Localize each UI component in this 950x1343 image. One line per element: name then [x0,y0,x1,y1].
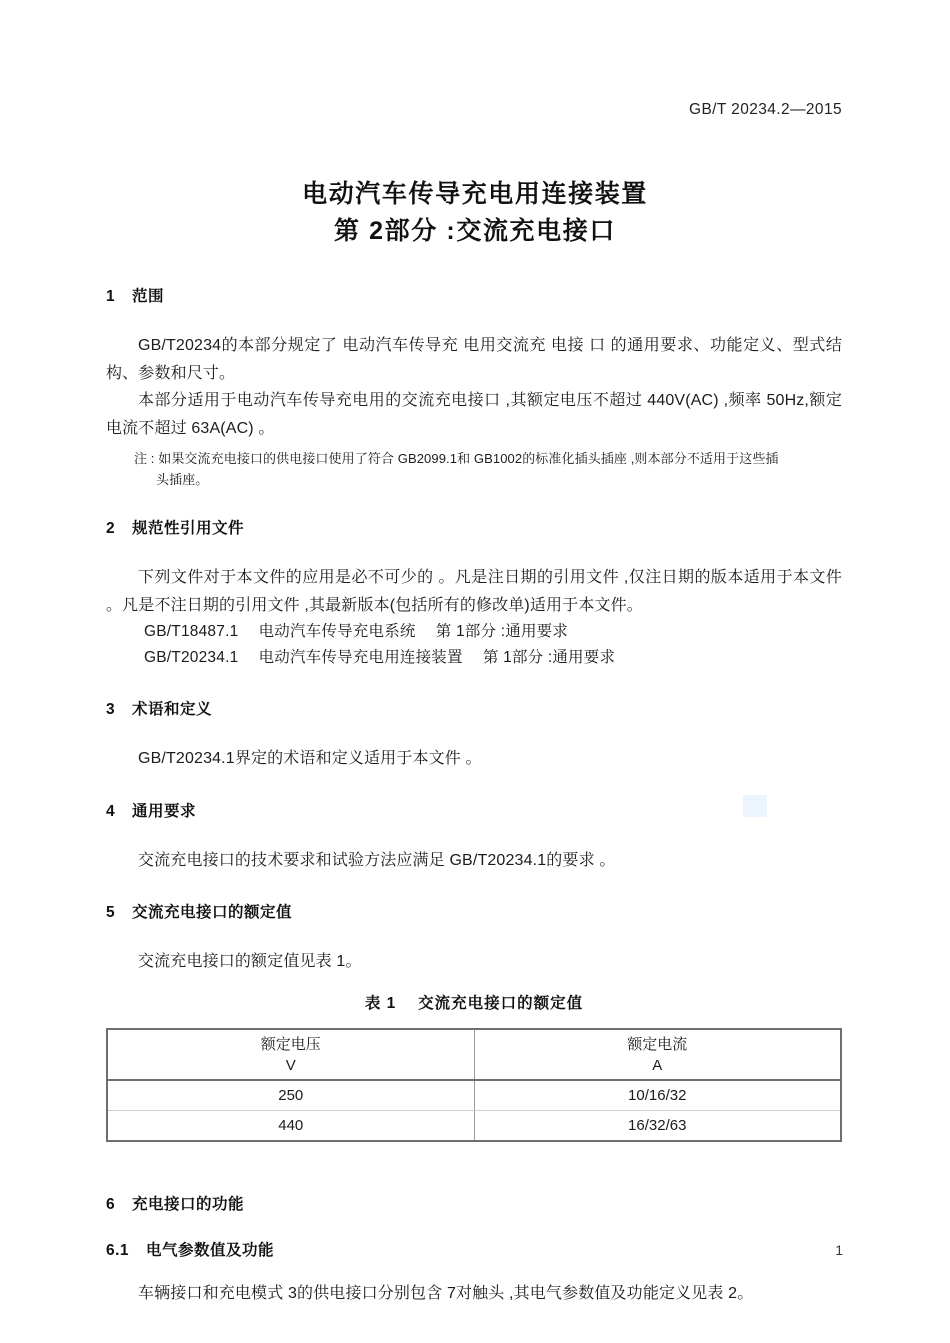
table-cell-current: 10/16/32 [474,1080,841,1111]
document-body [106,286,842,1307]
clause-label-3: 术语和定义 [132,701,213,718]
clause-number-3: 3 [106,701,116,718]
spacer [106,490,842,518]
spacer [106,1216,842,1240]
table-1-caption: 表 1 交流充电接口的额定值 [364,994,584,1012]
spacer [106,1262,842,1280]
paragraph-scope-1: GB/T20234的本部分规定了 电动汽车传导充 电用交流充 电接 口 的通用要求、功能定义、型式结构、参数和尺寸。 [106,337,842,382]
clause-heading-6-1 [106,1240,842,1262]
clause-number-2: 2 [106,520,116,537]
paragraph-scope-2: 本部分适用于电动汽车传导充电用的交流充电接口 ,其额定电压不超过 440V(AC) ,频率 50Hz,额定电流不超过 63A(AC) 。 [106,392,842,437]
spacer [106,1142,842,1174]
clause-label-6-1: 电气参数值及功能 [146,1241,275,1259]
document-title-line-2: 第 2部分 :交流充电接口 [334,217,616,245]
note-main-text: 注 : 如果交流充电接口的供电接口使用了符合 GB2099.1和 GB1002的标准化插头插座 ,则本部分不适用于这些插 [134,451,779,466]
clause-number-6-1: 6.1 [106,1241,130,1259]
clause-heading-6 [106,1194,842,1216]
table-cell-voltage: 250 [107,1080,474,1111]
paragraph-scope-note [106,448,842,490]
table-header-row [107,1029,841,1080]
paragraph-ratings-body: 交流充电接口的额定值见表 1。 [138,953,362,970]
table-header-voltage-name: 额定电压 [260,1035,321,1053]
spacer [106,1174,842,1194]
spacer [106,874,842,902]
spacer [106,671,842,699]
table-header-current-unit: A [652,1056,663,1074]
table-cell-current: 16/32/63 [474,1110,841,1141]
spacer [106,823,842,847]
table-row [107,1080,841,1111]
table-header-current-name: 额定电流 [627,1035,688,1053]
clause-label-2: 规范性引用文件 [132,520,245,537]
clause-heading-3 [106,699,842,721]
table-header-cell-current [474,1029,841,1080]
spacer [106,1016,842,1028]
table-row [107,1110,841,1141]
clause-label-1: 范围 [132,288,165,305]
page-number: 1 [835,1242,843,1258]
normative-reference-2: GB/T20234.1 电动汽车传导充电用连接装置 第 1部分 :通用要求 [144,649,616,666]
paragraph-function-body: 车辆接口和充电模式 3的供电接口分别包含 7对触头 ,其电气参数值及功能定义见表 2。 [138,1284,754,1302]
table-header-cell-voltage [107,1029,474,1080]
clause-heading-2 [106,518,842,540]
running-header-standard-id: GB/T 20234.2—2015 [688,101,842,118]
document-title [0,176,950,250]
spacer [106,721,842,745]
paragraph-terms-body: GB/T20234.1界定的术语和定义适用于本文件 。 [138,750,482,767]
clause-label-6: 充电接口的功能 [132,1195,245,1213]
clause-label-4: 通用要求 [132,802,197,820]
clause-number-6: 6 [106,1195,116,1213]
spacer [106,540,842,564]
normative-reference-1: GB/T18487.1 电动汽车传导充电系统 第 1部分 :通用要求 [144,623,569,640]
spacer [106,924,842,948]
paragraph-general-requirements-body: 交流充电接口的技术要求和试验方法应满足 GB/T20234.1的要求 。 [138,851,616,869]
paragraph-normative-refs-intro: 下列文件对于本文件的应用是必不可少的 。凡是注日期的引用文件 ,仅注日期的版本适用于本文件 。凡是不注日期的引用文件 ,其最新版本(包括所有的修改单)适用于本文件。 [106,569,842,614]
clause-heading-5 [106,902,842,924]
spacer [106,976,842,992]
clause-heading-1 [106,286,842,308]
table-header-voltage-unit: V [285,1056,296,1074]
spacer [106,308,842,332]
document-title-line-1: 电动汽车传导充电用连接装置 [302,180,648,208]
table-1-ratings [106,1028,842,1142]
clause-heading-4 [106,801,842,823]
clause-number-1: 1 [106,288,116,305]
spacer [106,773,842,801]
clause-number-4: 4 [106,802,116,820]
clause-label-5: 交流充电接口的额定值 [132,904,293,921]
table-cell-voltage: 440 [107,1110,474,1141]
clause-number-5: 5 [106,904,116,921]
note-continuation-text: 头插座。 [156,472,209,487]
